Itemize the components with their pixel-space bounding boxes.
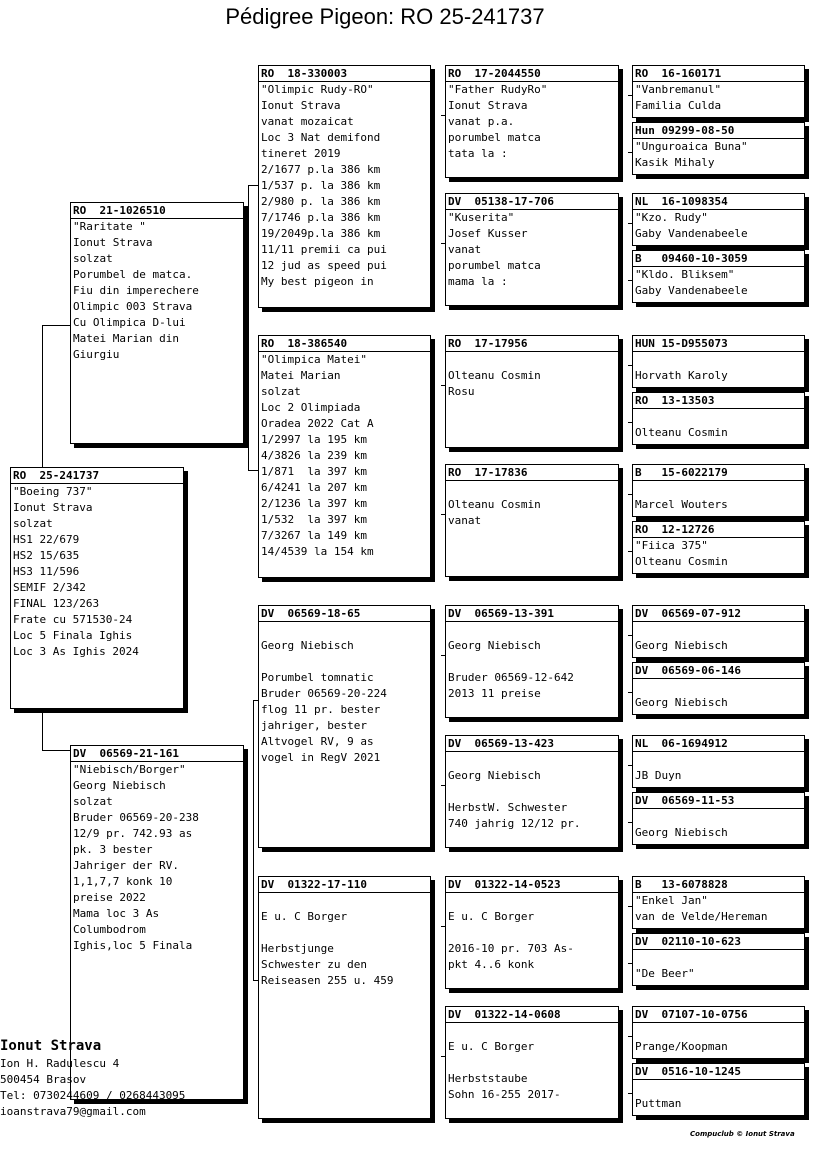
pedigree-line [448, 352, 618, 368]
pedigree-line: vogel in RegV 2021 [261, 751, 381, 764]
pedigree-line [635, 809, 804, 825]
great-great-grandparent-card [632, 392, 805, 445]
pedigree-line: van de Velde/Hereman [635, 910, 768, 923]
ring-number: DV 05138-17-706 [446, 194, 618, 210]
pedigree-line: vanat [448, 514, 482, 527]
ring-number: DV 0516-10-1245 [633, 1064, 804, 1080]
pedigree-line: "Olimpica Matei" [261, 353, 367, 366]
pedigree-line: flog 11 pr. bester [261, 703, 381, 716]
pedigree-line [635, 409, 804, 425]
connector-line [248, 185, 258, 186]
pedigree-line [635, 1080, 804, 1096]
pedigree-line: Gaby Vandenabeele [635, 284, 748, 297]
pedigree-line: Oradea 2022 Cat A [261, 417, 374, 430]
pedigree-line: 1,1,7,7 konk 10 [73, 875, 173, 888]
grandparent-card [258, 65, 431, 308]
pedigree-line: Reiseasen 255 u. 459 [261, 974, 394, 987]
pedigree-line [448, 893, 618, 909]
pedigree-line: Gaby Vandenabeele [635, 227, 748, 240]
pedigree-line: 7/1746 p.la 386 km [261, 211, 381, 224]
great-great-grandparent-card [632, 876, 805, 929]
pedigree-line: "De Beer" [635, 967, 695, 980]
pedigree-line: Frate cu 571530-24 [13, 613, 133, 626]
pedigree-line: solzat [261, 385, 301, 398]
pedigree-line: "Kzo. Rudy" [635, 211, 708, 224]
pedigree-line [635, 622, 804, 638]
pedigree-line: HerbstW. Schwester [448, 801, 568, 814]
pedigree-line: Olteanu Cosmin [448, 369, 541, 382]
pedigree-line [448, 925, 618, 941]
pedigree-line: 1/871 la 397 km [261, 465, 367, 478]
pedigree-line: 1/2997 la 195 km [261, 433, 367, 446]
ring-number: DV 01322-14-0608 [446, 1007, 618, 1023]
pedigree-line: 6/4241 la 207 km [261, 481, 367, 494]
pedigree-line: "Enkel Jan" [635, 894, 708, 907]
pedigree-line [261, 622, 430, 638]
pedigree-line: porumbel matca [448, 131, 541, 144]
ring-number: DV 01322-14-0523 [446, 877, 618, 893]
pedigree-line: "Boeing 737" [13, 485, 93, 498]
pedigree-line: Schwester zu den [261, 958, 367, 971]
pedigree-line [448, 784, 618, 800]
pedigree-line: Ionut Strava [73, 236, 153, 249]
pedigree-line: Ionut Strava [261, 99, 341, 112]
pedigree-line: HS3 11/596 [13, 565, 80, 578]
pedigree-line: Matei Marian [261, 369, 341, 382]
pedigree-line: Olimpic 003 Strava [73, 300, 193, 313]
pedigree-line: Georg Niebisch [635, 696, 728, 709]
connector-line [42, 325, 70, 326]
pedigree-line: E u. C Borger [448, 910, 535, 923]
pedigree-line: Horvath Karoly [635, 369, 728, 382]
pedigree-line: E u. C Borger [261, 910, 348, 923]
pedigree-line: Ionut Strava [13, 501, 93, 514]
ring-number: DV 06569-07-912 [633, 606, 804, 622]
ring-number: RO 17-2044550 [446, 66, 618, 82]
breeder-name: Ionut Strava [0, 1038, 102, 1054]
pedigree-line: Porumbel tomnatic [261, 671, 374, 684]
pedigree-line: Puttman [635, 1097, 682, 1110]
great-great-grandparent-card [632, 464, 805, 517]
pedigree-line: Georg Niebisch [261, 639, 354, 652]
pedigree-line [635, 752, 804, 768]
pedigree-line: tata la : [448, 147, 508, 160]
pedigree-line: "Olimpic Rudy-RO" [261, 83, 374, 96]
ring-number: NL 06-1694912 [633, 736, 804, 752]
pedigree-line: Georg Niebisch [635, 639, 728, 652]
pedigree-line: Georg Niebisch [635, 826, 728, 839]
pedigree-line: Fiu din imperechere [73, 284, 199, 297]
pedigree-line: 2/980 p. la 386 km [261, 195, 381, 208]
pedigree-line: Cu Olimpica D-lui [73, 316, 186, 329]
grandparent-card [258, 605, 431, 848]
ring-number: RO 25-241737 [11, 468, 183, 484]
pedigree-line: Loc 3 As Ighis 2024 [13, 645, 139, 658]
pedigree-line [448, 1023, 618, 1039]
pedigree-line: mama la : [448, 275, 508, 288]
ring-number: RO 18-330003 [259, 66, 430, 82]
pedigree-line: Columbodrom [73, 923, 146, 936]
pedigree-line: Matei Marian din [73, 332, 179, 345]
ring-number: DV 07107-10-0756 [633, 1007, 804, 1023]
ring-number: RO 17-17956 [446, 336, 618, 352]
pedigree-line: solzat [73, 795, 113, 808]
pedigree-line: Prange/Koopman [635, 1040, 728, 1053]
great-grandparent-card [445, 193, 619, 306]
pedigree-line: 2/1236 la 397 km [261, 497, 367, 510]
pedigree-line: Georg Niebisch [448, 769, 541, 782]
pedigree-line: 14/4539 la 154 km [261, 545, 374, 558]
pedigree-line: Josef Kusser [448, 227, 528, 240]
pedigree-line: 19/2049p.la 386 km [261, 227, 381, 240]
pedigree-line [448, 622, 618, 638]
breeder-address: Ion H. Radulescu 4 [0, 1057, 120, 1070]
great-grandparent-card [445, 65, 619, 178]
great-great-grandparent-card [632, 65, 805, 118]
breeder-phone: Tel: 0730244609 / 0268443095 [0, 1089, 186, 1102]
pedigree-line: Herbstjunge [261, 942, 334, 955]
ring-number: Hun 09299-08-50 [633, 123, 804, 139]
great-great-grandparent-card [632, 521, 805, 574]
connector-line [42, 325, 43, 468]
great-grandparent-card [445, 1006, 619, 1119]
ring-number: DV 06569-06-146 [633, 663, 804, 679]
pedigree-line [448, 1055, 618, 1071]
ring-number: DV 06569-18-65 [259, 606, 430, 622]
pedigree-line: 4/3826 la 239 km [261, 449, 367, 462]
pedigree-line: Loc 2 Olimpiada [261, 401, 361, 414]
great-great-grandparent-card [632, 335, 805, 388]
ring-number: B 09460-10-3059 [633, 251, 804, 267]
pedigree-line: Loc 5 Finala Ighis [13, 629, 133, 642]
great-great-grandparent-card [632, 1063, 805, 1116]
great-great-grandparent-card [632, 662, 805, 715]
breeder-email: ioanstrava79@gmail.com [0, 1105, 146, 1118]
ring-number: HUN 15-D955073 [633, 336, 804, 352]
great-grandparent-card [445, 735, 619, 848]
pedigree-line: 11/11 premii ca pui [261, 243, 387, 256]
great-grandparent-card [445, 464, 619, 577]
pedigree-line: 7/3267 la 149 km [261, 529, 367, 542]
pedigree-line [448, 654, 618, 670]
great-great-grandparent-card [632, 605, 805, 658]
pedigree-line: Loc 3 Nat demifond [261, 131, 381, 144]
great-grandparent-card [445, 335, 619, 448]
pedigree-line: Bruder 06569-20-238 [73, 811, 199, 824]
ring-number: DV 02110-10-623 [633, 934, 804, 950]
pedigree-line: "Raritate " [73, 220, 146, 233]
footer-credit: Compuclub © Ionut Strava [690, 1130, 795, 1138]
pedigree-line: 2013 11 preise [448, 687, 541, 700]
pedigree-line: Bruder 06569-20-224 [261, 687, 387, 700]
pedigree-line: preise 2022 [73, 891, 146, 904]
sire-card [70, 202, 244, 444]
pedigree-line [448, 752, 618, 768]
pedigree-line: vanat [448, 243, 482, 256]
ring-number: B 13-6078828 [633, 877, 804, 893]
pedigree-line: Giurgiu [73, 348, 120, 361]
great-great-grandparent-card [632, 193, 805, 246]
pedigree-line: Georg Niebisch [73, 779, 166, 792]
connector-line [42, 710, 43, 750]
pedigree-line: SEMIF 2/342 [13, 581, 86, 594]
pedigree-line: pk. 3 bester [73, 843, 153, 856]
connector-line [42, 750, 70, 751]
pedigree-line: Ionut Strava [448, 99, 528, 112]
pedigree-line: 740 jahrig 12/12 pr. [448, 817, 581, 830]
ring-number: NL 16-1098354 [633, 194, 804, 210]
pedigree-line: vanat p.a. [448, 115, 515, 128]
connector-line [248, 185, 249, 470]
ring-number: RO 12-12726 [633, 522, 804, 538]
pedigree-line: "Kuserita" [448, 211, 515, 224]
pedigree-line [261, 654, 430, 670]
ring-number: DV 06569-11-53 [633, 793, 804, 809]
pedigree-line [261, 893, 430, 909]
pedigree-line: Olteanu Cosmin [635, 555, 728, 568]
great-grandparent-card [445, 605, 619, 718]
ring-number: RO 21-1026510 [71, 203, 243, 219]
ring-number: B 15-6022179 [633, 465, 804, 481]
pedigree-line: Porumbel de matca. [73, 268, 193, 281]
great-great-grandparent-card [632, 250, 805, 303]
pedigree-line: Rosu [448, 385, 475, 398]
pedigree-line: Sohn 16-255 2017- [448, 1088, 561, 1101]
pedigree-line: "Unguroaica Buna" [635, 140, 748, 153]
pedigree-line: porumbel matca [448, 259, 541, 272]
pedigree-line: 2016-10 pr. 703 As- [448, 942, 574, 955]
pedigree-line: "Kldo. Bliksem" [635, 268, 735, 281]
pedigree-line: E u. C Borger [448, 1040, 535, 1053]
page-title: Pédigree Pigeon: RO 25-241737 [225, 4, 545, 29]
ring-number: DV 06569-13-391 [446, 606, 618, 622]
pedigree-line: 12 jud as speed pui [261, 259, 387, 272]
ring-number: DV 06569-21-161 [71, 746, 243, 762]
pedigree-line: Jahriger der RV. [73, 859, 179, 872]
pedigree-line: HS1 22/679 [13, 533, 80, 546]
breeder-city: 500454 Brasov [0, 1073, 87, 1086]
great-grandparent-card [445, 876, 619, 989]
ring-number: DV 01322-17-110 [259, 877, 430, 893]
pedigree-line: pkt 4..6 konk [448, 958, 535, 971]
pedigree-line: 12/9 pr. 742.93 as [73, 827, 193, 840]
pedigree-line: Altvogel RV, 9 as [261, 735, 374, 748]
pedigree-line: My best pigeon in [261, 275, 374, 288]
pedigree-line: Olteanu Cosmin [635, 426, 728, 439]
pedigree-line: Olteanu Cosmin [448, 498, 541, 511]
pedigree-line [448, 481, 618, 497]
ring-number: DV 06569-13-423 [446, 736, 618, 752]
ring-number: RO 16-160171 [633, 66, 804, 82]
subject-card [10, 467, 184, 709]
grandparent-card [258, 876, 431, 1119]
pedigree-line: Ighis,loc 5 Finala [73, 939, 193, 952]
ring-number: RO 18-386540 [259, 336, 430, 352]
pedigree-line: 1/537 p. la 386 km [261, 179, 381, 192]
pedigree-line: "Vanbremanul" [635, 83, 722, 96]
great-great-grandparent-card [632, 933, 805, 986]
pedigree-line: HS2 15/635 [13, 549, 80, 562]
pedigree-line [635, 352, 804, 368]
pedigree-line: Marcel Wouters [635, 498, 728, 511]
connector-line [248, 470, 258, 471]
pedigree-line: 1/532 la 397 km [261, 513, 367, 526]
pedigree-line [635, 1023, 804, 1039]
pedigree-line: JB Duyn [635, 769, 682, 782]
ring-number: RO 13-13503 [633, 393, 804, 409]
pedigree-line [635, 679, 804, 695]
pedigree-line: Familia Culda [635, 99, 722, 112]
pedigree-line: Mama loc 3 As [73, 907, 160, 920]
pedigree-line [635, 950, 804, 966]
ring-number: RO 17-17836 [446, 465, 618, 481]
pedigree-line: Bruder 06569-12-642 [448, 671, 574, 684]
pedigree-line: "Father RudyRo" [448, 83, 548, 96]
pedigree-line: "Niebisch/Borger" [73, 763, 186, 776]
great-great-grandparent-card [632, 735, 805, 788]
pedigree-line: jahriger, bester [261, 719, 367, 732]
pedigree-line: "Fiica 375" [635, 539, 708, 552]
pedigree-line: Herbststaube [448, 1072, 528, 1085]
pedigree-line: FINAL 123/263 [13, 597, 100, 610]
great-great-grandparent-card [632, 122, 805, 175]
connector-line [253, 700, 254, 980]
great-great-grandparent-card [632, 1006, 805, 1059]
pedigree-line: 2/1677 p.la 386 km [261, 163, 381, 176]
pedigree-line: solzat [73, 252, 113, 265]
pedigree-line [261, 925, 430, 941]
pedigree-line: Kasik Mihaly [635, 156, 715, 169]
grandparent-card [258, 335, 431, 578]
great-great-grandparent-card [632, 792, 805, 845]
breeder-info [0, 1036, 185, 1120]
pedigree-line: vanat mozaicat [261, 115, 354, 128]
pedigree-line: solzat [13, 517, 53, 530]
pedigree-line: Georg Niebisch [448, 639, 541, 652]
pedigree-line: tineret 2019 [261, 147, 341, 160]
pedigree-line [635, 481, 804, 497]
